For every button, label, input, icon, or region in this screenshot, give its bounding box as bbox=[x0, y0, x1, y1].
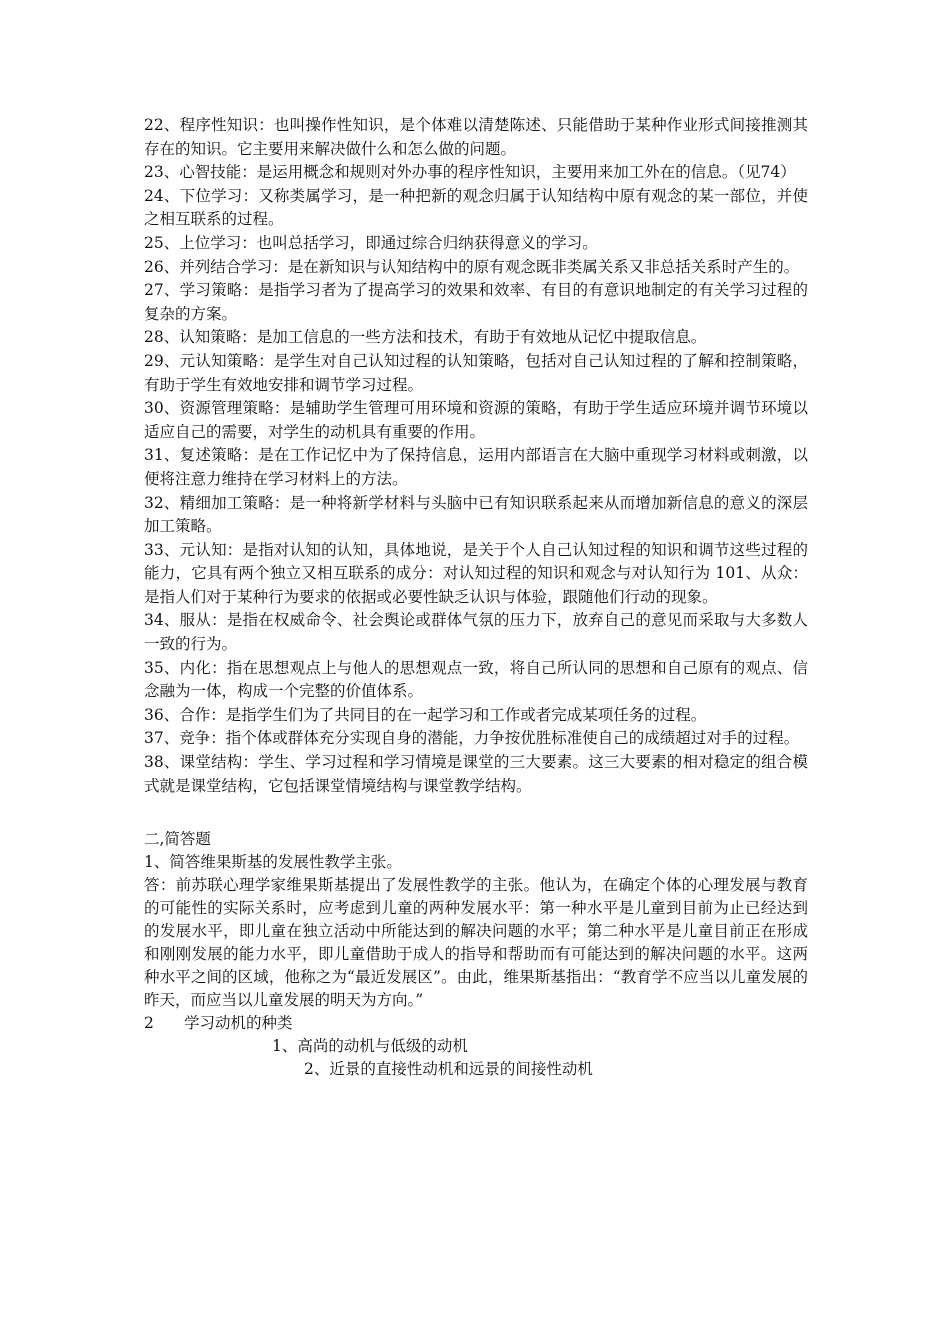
definition-23: 23、心智技能：是运用概念和规则对外办事的程序性知识，主要用来加工外在的信息。（见74） bbox=[144, 163, 796, 182]
definition-31: 31、复述策略：是在工作记忆中为了保持信息，运用内部语言在大脑中重现学习材料或刺激，以便将注意力维持在学习材料上的方法。 bbox=[144, 446, 808, 488]
section-heading: 二,简答题 bbox=[144, 830, 211, 849]
definition-22: 22、程序性知识：也叫操作性知识，是个体难以清楚陈述、只能借助于某种作业形式间接推测其存在的知识。它主要用来解决做什么和怎么做的问题。 bbox=[144, 116, 808, 158]
definition-34: 34、服从：是指在权威命令、社会舆论或群体气氛的压力下，放弃自己的意见而采取与大多数人一致的行为。 bbox=[144, 611, 808, 654]
question-2-item-2: 2、近景的直接性动机和远景的间接性动机 bbox=[304, 1060, 593, 1079]
answer-1: 答：前苏联心理学家维果斯基提出了发展性教学的主张。他认为，在确定个体的心理发展与教育的可能性的实际关系时，应考虑到儿童的两种发展水平：第一种水平是儿童到目前为止已经达到的发展水平，即儿童在独立活动中所能达到的解决问题的水平；第二种水平是儿童目前正在形成和刚刚发展的能力水平，即儿童借助于成人的指导和帮助而有可能达到的解决问题的水平。这两种水平之间的区域，他称之为“最近发展区”。由此，维果斯基指出：“教育学不应当以儿童发展的昨天，而应当以儿童发展的明天为方向。” bbox=[144, 876, 808, 1010]
question-2-number: 2 bbox=[144, 1014, 154, 1033]
definition-38: 38、课堂结构：学生、学习过程和学习情境是课堂的三大要素。这三大要素的相对稳定的组合模式就是课堂结构，它包括课堂情境结构与课堂教学结构。 bbox=[144, 753, 808, 795]
question-1: 1、简答维果斯基的发展性教学主张。 bbox=[144, 853, 402, 872]
definition-30: 30、资源管理策略：是辅助学生管理可用环境和资源的策略，有助于学生适应环境并调节环境以适应自己的需要，对学生的动机具有重要的作用。 bbox=[144, 399, 808, 441]
definition-36: 36、合作：是指学生们为了共同目的在一起学习和工作或者完成某项任务的过程。 bbox=[144, 705, 707, 724]
definition-26: 26、并列结合学习：是在新知识与认知结构中的原有观念既非类属关系又非总括关系时产生的。 bbox=[144, 257, 800, 276]
question-2 bbox=[144, 1012, 808, 1035]
document-body bbox=[144, 114, 808, 1081]
definition-37: 37、竞争：指个体或群体充分实现自身的潜能，力争按优胜标准使自己的成绩超过对手的过程。 bbox=[144, 729, 800, 748]
definition-35: 35、内化：指在思想观点上与他人的思想观点一致，将自己所认同的思想和自己原有的观点、信念融为一体，构成一个完整的价值体系。 bbox=[144, 658, 808, 701]
definition-32: 32、精细加工策略：是一种将新学材料与头脑中已有知识联系起来从而增加新信息的意义的深层加工策略。 bbox=[144, 493, 808, 536]
question-2-item-1: 1、高尚的动机与低级的动机 bbox=[272, 1037, 468, 1056]
definition-28: 28、认知策略：是加工信息的一些方法和技术，有助于有效地从记忆中提取信息。 bbox=[144, 328, 707, 347]
definition-29: 29、元认知策略：是学生对自己认知过程的认知策略，包括对自己认知过程的了解和控制策略，有助于学生有效地安排和调节学习过程。 bbox=[144, 351, 808, 394]
definition-33: 33、元认知：是指对认知的认知，具体地说，是关于个人自己认知过程的知识和调节这些过程的能力，它具有两个独立又相互联系的成分：对认知过程的知识和观念与对认知行为 101、从众：是指人们对于某种行为要求的依据或必要性缺乏认识与体验，跟随他们行动的现象。 bbox=[144, 540, 808, 606]
definition-27: 27、学习策略：是指学习者为了提高学习的效果和效率、有目的有意识地制定的有关学习过程的复杂的方案。 bbox=[144, 281, 808, 323]
definition-25: 25、上位学习：也叫总括学习，即通过综合归纳获得意义的学习。 bbox=[144, 233, 598, 252]
definition-24: 24、下位学习：又称类属学习，是一种把新的观念归属于认知结构中原有观念的某一部位，并使之相互联系的过程。 bbox=[144, 186, 808, 229]
question-2-title: 学习动机的种类 bbox=[184, 1014, 293, 1033]
section-spacer bbox=[144, 798, 808, 828]
